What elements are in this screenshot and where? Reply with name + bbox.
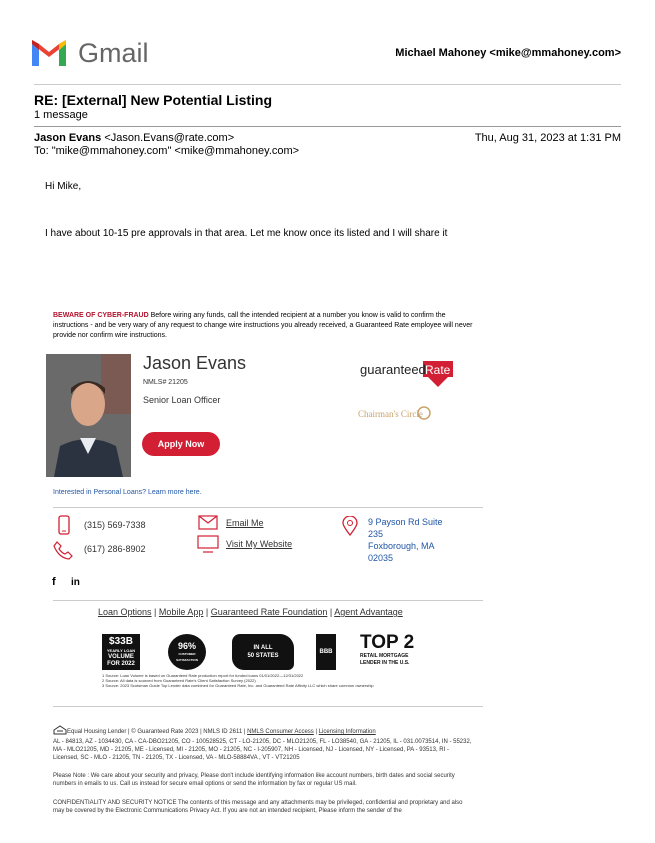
footer-links: Loan Options | Mobile App | Guaranteed Rate Foundation | Agent Advantage (98, 607, 403, 617)
divider (34, 126, 621, 127)
all-states-badge (232, 634, 294, 670)
source-line: 3 Source: 2023 Scotsman Guide Top Lender data combined for Guaranteed Rate, Inc. and Guaranteed Rate Affinity LLC which share common ownership (102, 683, 374, 688)
gmail-wordmark: Gmail (78, 37, 149, 68)
badge-text: 50 STATES (247, 653, 279, 659)
monitor-icon (197, 535, 219, 558)
website-link[interactable]: Visit My Website (226, 539, 293, 549)
chairmans-circle: Chairman's Circle (358, 409, 423, 419)
greeting: Hi Mike, (45, 181, 82, 192)
badge-text: CUSTOMER SATISFACTION (176, 652, 198, 662)
location-pin-icon (342, 516, 358, 541)
sender-photo (46, 354, 131, 477)
phone-office[interactable]: (617) 286-8902 (84, 544, 146, 554)
address-line: 02035 (368, 553, 394, 563)
nmls-consumer-access-link[interactable]: NMLS Consumer Access (247, 729, 314, 736)
license-lead: Equal Housing Lender | © Guaranteed Rate 2023 | NMLS ID 2611 | (67, 729, 248, 736)
mobile-app-link[interactable]: Mobile App (158, 607, 204, 617)
agent-advantage-link[interactable]: Agent Advantage (334, 607, 403, 617)
signature-nmls: NMLS# 21205 (143, 379, 188, 386)
source-line: 2 Source: All data is sourced from Guaranteed Rate's Client Satisfaction Survey (2022) (102, 678, 256, 683)
foundation-link[interactable]: Guaranteed Rate Foundation (210, 607, 328, 617)
address-line: Foxborough, MA (368, 541, 435, 551)
message-to: To: "mike@mmahoney.com" <mike@mmahoney.com> (34, 145, 300, 157)
badge-text: VOLUME (108, 654, 134, 660)
facebook-icon[interactable]: f (52, 576, 56, 588)
divider (53, 706, 483, 707)
loan-volume-badge (102, 634, 140, 670)
top-lender-badge (360, 633, 414, 666)
gmail-m-icon (30, 38, 68, 68)
email-me-link[interactable]: Email Me (226, 518, 264, 528)
mobile-phone-icon (58, 515, 70, 540)
divider (34, 84, 621, 85)
badge-text: 96% (177, 641, 196, 651)
thread-subject: RE: [External] New Potential Listing (34, 92, 273, 108)
badge-text: RETAIL MORTGAGE (360, 653, 409, 659)
badge-text: LENDER IN THE U.S. (360, 660, 410, 666)
beware-text: Before wiring any funds, call the intended recipient at a number you know is valid to confirm the instructions - and be very wary of any request to change wire instructions you already received, a Guaranteed Rate employee will never provide nor confirm wire instructions. (53, 312, 473, 339)
licensing-information-link[interactable]: Licensing Information (318, 729, 376, 736)
license-info (53, 725, 473, 762)
divider (53, 600, 483, 601)
guaranteed-rate-logo (346, 351, 476, 427)
badge-text: IN ALL (253, 645, 273, 651)
address-line: 9 Payson Rd Suite (368, 517, 443, 527)
brand-wordmark: guaranteed (360, 362, 426, 377)
mail-icon (198, 515, 218, 535)
badge-sources (102, 673, 432, 688)
linkedin-icon[interactable]: in (71, 577, 80, 588)
apply-now-button[interactable]: Apply Now (142, 432, 220, 456)
phone-mobile[interactable]: (315) 569-7338 (84, 520, 146, 530)
body-text: I have about 10-15 pre approvals in that area. Let me know once its listed and I will share it (45, 228, 448, 239)
cyber-fraud-warning (53, 311, 473, 341)
badge-text: $33B (109, 636, 133, 647)
gmail-logo (30, 33, 170, 73)
message-from (34, 132, 234, 144)
signature-name: Jason Evans (143, 353, 247, 373)
loan-options-link[interactable]: Loan Options (98, 607, 152, 617)
personal-loans-link[interactable]: Interested in Personal Loans? Learn more here. (53, 489, 202, 496)
badge-text: FOR 2022 (107, 661, 135, 667)
source-line: 1 Source: Loan Volume is based on Guaranteed Rate production report for funded loans 01/01/2022—12/31/2022 (102, 673, 304, 678)
satisfaction-badge (168, 634, 206, 670)
sender-name: Jason Evans (34, 132, 102, 144)
phone-icon (53, 540, 73, 565)
badge-text: YEARLY LOAN (106, 648, 136, 653)
signature-title: Senior Loan Officer (143, 395, 221, 405)
message-count: 1 message (34, 109, 88, 121)
message-date: Thu, Aug 31, 2023 at 1:31 PM (474, 132, 621, 144)
brand-wordmark-rate: Rate (425, 363, 451, 377)
sender-email: <Jason.Evans@rate.com> (104, 132, 235, 144)
license-separator: | (313, 729, 319, 736)
beware-label: BEWARE OF CYBER-FRAUD (53, 312, 149, 319)
account-user: Michael Mahoney <mike@mmahoney.com> (395, 47, 621, 59)
confidentiality-notice: CONFIDENTIALITY AND SECURITY NOTICE The contents of this message and any attachments may be privileged, confidential and proprietary and also may be covered by the Electronic Communications Privacy Act. If you are not an intended recipient, Please inform the sender of the (53, 800, 463, 814)
license-list: AL - 84813, AZ - 1034430, CA - CA-DBO21205, CO - 100528525, CT - LO-21205, DC - MLO21205, FL - LO38540, GA - 21205, IL - 031.0073514, IN - 55232, MA - MLO21205, MD - 21205, ME - Licensed, MI - 21205, MO - 21205, NC - I-205907, NH - Licensed, NJ - Licensed, NY - Licensed, PA - 93513, RI - Licensed, SC - MLO - 21205, TN - 21205, TX - Licensed, VA - MLO-58884VA , VT - VT21205 (53, 739, 472, 761)
office-address[interactable] (368, 516, 443, 564)
equal-housing-icon (53, 725, 67, 738)
privacy-note: Please Note : We care about your security and privacy, Please don't include identifying information like account numbers, birth dates and social security numbers in emails to us. Call us instead for secure email options or send the information by fax or regular US mail. (53, 773, 455, 787)
address-line: 235 (368, 529, 384, 539)
badge-text: TOP 2 (360, 632, 415, 653)
divider (53, 507, 483, 508)
bbb-badge: BBB (316, 634, 336, 670)
